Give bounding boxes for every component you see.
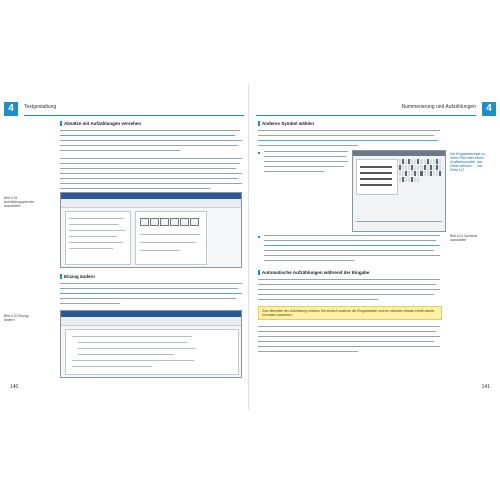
header-rule (24, 115, 244, 116)
screenshot-bullets-menu (60, 192, 242, 268)
page-number: 141 (481, 384, 490, 390)
figure-caption: Bild 4.19 Aufzählungszeichen auswählen (4, 196, 35, 208)
right-page (252, 84, 498, 410)
chapter-number-badge: 4 (4, 102, 18, 116)
book-spread (2, 84, 498, 410)
figure-caption: Bild 4.21 Symbole auswählen (450, 234, 478, 242)
tip-box: Zum Beenden der Aufzählung drücken Sie einfach zweimal die Eingabetaste und ein nächster Absatz erhält wieder normales Aussehen. (258, 306, 442, 320)
section-heading: Absätze mit Aufzählungen versehen (60, 121, 141, 126)
section-heading: Automatische Aufzählungen während der Eingabe (258, 270, 369, 275)
screenshot-symbol-dialog (352, 150, 446, 232)
section-heading: Anderes Symbol wählen (258, 121, 314, 126)
section-heading: Einzug ändern (60, 274, 95, 279)
page-number: 140 (10, 384, 19, 390)
chapter-number-badge: 4 (482, 102, 496, 116)
margin-note: Die Eingabeanzeige zu Ihrem Pfeil oder einem Grafikdessinpfeil, das Detail ablesen, ... hat - Seite 112 (450, 152, 485, 172)
screenshot-indent (60, 310, 242, 378)
left-page (2, 84, 249, 410)
running-head: Textgestaltung (24, 104, 57, 110)
running-head: Nummerierung und Aufzählungen (401, 104, 476, 110)
header-rule (256, 115, 476, 116)
figure-caption: Bild 4.20 Einzug ändern (4, 314, 29, 322)
